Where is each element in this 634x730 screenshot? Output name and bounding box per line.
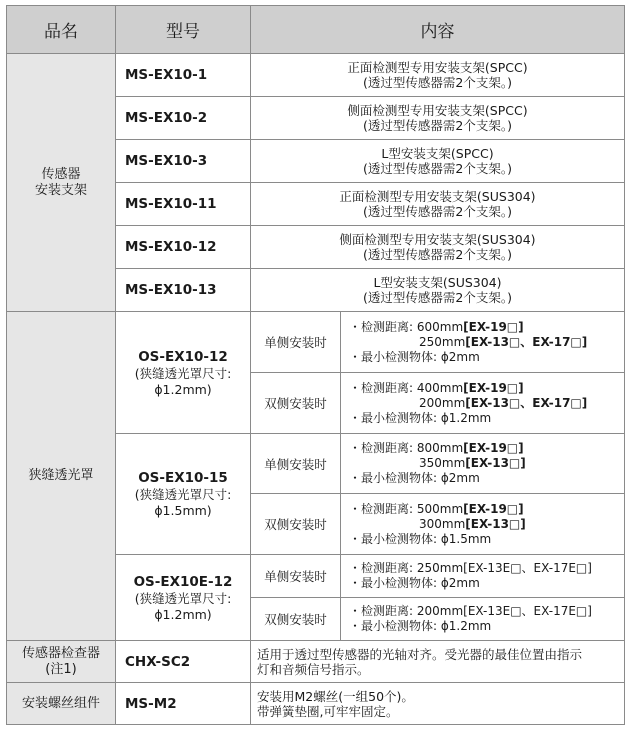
category-sensor-bracket bbox=[7, 54, 116, 312]
category-line: (注1) bbox=[45, 661, 77, 677]
description-cell bbox=[251, 54, 625, 97]
distance-value: 500mm bbox=[416, 501, 464, 516]
detail-line: ・最小检测物体: ϕ2mm bbox=[349, 576, 480, 590]
description-cell bbox=[251, 269, 625, 312]
distance-label: ・检测距离: bbox=[349, 319, 414, 334]
detail-line: ・检测距离: 200mm[EX-13E□、EX-17E□] bbox=[349, 604, 592, 618]
model-cell: MS-EX10-12 bbox=[116, 226, 251, 269]
description-line: L型安装支架(SUS304) bbox=[373, 275, 502, 290]
sensor-model: [EX-13□、EX-17□] bbox=[465, 395, 588, 410]
header-content: 内容 bbox=[251, 6, 625, 54]
description-cell bbox=[251, 97, 625, 140]
description-line: 灯和音频信号指示。 bbox=[257, 661, 370, 677]
table-row bbox=[7, 312, 625, 373]
sensor-model: [EX-13□、EX-17□] bbox=[465, 334, 588, 349]
model-name: OS-EX10-12 bbox=[138, 348, 228, 365]
mount-type: 单侧安装时 bbox=[251, 434, 341, 494]
detail-line: ・最小检测物体: ϕ2mm bbox=[349, 349, 480, 364]
model-note: ϕ1.2mm) bbox=[154, 606, 212, 622]
mount-type: 单侧安装时 bbox=[251, 555, 341, 598]
detail-line bbox=[349, 381, 624, 396]
detail-line bbox=[349, 456, 624, 471]
description-line: 正面检测型专用安装支架(SUS304) bbox=[339, 189, 536, 204]
detection-detail bbox=[341, 555, 625, 598]
model-cell: CHX-SC2 bbox=[116, 641, 251, 683]
model-cell: MS-EX10-2 bbox=[116, 97, 251, 140]
detail-line bbox=[349, 441, 624, 456]
detection-detail bbox=[341, 434, 625, 494]
distance-value: 200mm bbox=[419, 395, 466, 410]
model-cell: MS-EX10-1 bbox=[116, 54, 251, 97]
description-line: (透过型传感器需2个支架。) bbox=[363, 161, 512, 176]
model-name: OS-EX10-15 bbox=[138, 470, 228, 486]
detail-line bbox=[349, 396, 624, 411]
sensor-model: [EX-19□] bbox=[463, 501, 524, 516]
table-header-row bbox=[7, 6, 625, 54]
model-cell: MS-EX10-11 bbox=[116, 183, 251, 226]
sensor-model: [EX-19□] bbox=[463, 441, 524, 455]
description-cell bbox=[251, 183, 625, 226]
distance-label: ・检测距离: bbox=[349, 441, 414, 455]
model-note: ϕ1.5mm) bbox=[154, 503, 212, 518]
distance-label: ・检测距离: bbox=[349, 380, 414, 395]
distance-value: 300mm bbox=[419, 516, 466, 531]
detail-line: ・最小检测物体: ϕ1.5mm bbox=[349, 531, 492, 546]
detail-line bbox=[349, 502, 624, 517]
table-row bbox=[7, 641, 625, 683]
distance-value: 350mm bbox=[419, 456, 466, 470]
detail-line bbox=[349, 335, 624, 350]
description-line: 安装用M2螺丝(一组50个)。 bbox=[257, 688, 414, 704]
description-line: (透过型传感器需2个支架。) bbox=[363, 118, 512, 133]
distance-value: 250mm bbox=[419, 334, 466, 349]
description-cell bbox=[251, 641, 625, 683]
model-cell bbox=[116, 434, 251, 555]
description-line: 适用于透过型传感器的光轴对齐。受光器的最佳位置由指示 bbox=[257, 646, 583, 662]
table-row bbox=[7, 54, 625, 97]
description-line: 侧面检测型专用安装支架(SPCC) bbox=[347, 103, 528, 118]
mount-type: 双侧安装时 bbox=[251, 494, 341, 555]
distance-value: 400mm bbox=[416, 380, 464, 395]
category-line: 安装支架 bbox=[34, 182, 87, 198]
model-cell: MS-EX10-3 bbox=[116, 140, 251, 183]
detection-detail bbox=[341, 312, 625, 373]
sensor-model: [EX-19□] bbox=[463, 380, 524, 395]
header-category: 品名 bbox=[7, 6, 116, 54]
detail-line: ・检测距离: 250mm[EX-13E□、EX-17E□] bbox=[349, 561, 592, 575]
model-cell bbox=[116, 312, 251, 434]
distance-value: 800mm bbox=[416, 441, 464, 455]
description-line: (透过型传感器需2个支架。) bbox=[363, 75, 512, 90]
detail-line bbox=[349, 320, 624, 335]
model-note: (狭缝透光罩尺寸: bbox=[134, 590, 232, 606]
description-cell bbox=[251, 140, 625, 183]
model-cell bbox=[116, 555, 251, 641]
description-line: 正面检测型专用安装支架(SPCC) bbox=[347, 60, 528, 75]
detection-detail bbox=[341, 598, 625, 641]
detail-line: ・最小检测物体: ϕ1.2mm bbox=[349, 619, 492, 633]
sensor-model: [EX-19□] bbox=[463, 319, 524, 334]
model-note: ϕ1.2mm) bbox=[154, 381, 212, 397]
description-line: (透过型传感器需2个支架。) bbox=[363, 247, 512, 262]
detail-line bbox=[349, 517, 624, 532]
category-slit-mask: 狭缝透光罩 bbox=[7, 312, 116, 641]
description-line: (透过型传感器需2个支架。) bbox=[363, 204, 512, 219]
model-note: (狭缝透光罩尺寸: bbox=[134, 365, 232, 381]
table-row bbox=[7, 683, 625, 725]
model-name: OS-EX10E-12 bbox=[133, 573, 233, 590]
description-line: 带弹簧垫圈,可牢牢固定。 bbox=[257, 703, 399, 719]
accessory-spec-table bbox=[6, 5, 625, 725]
sensor-model: [EX-13□] bbox=[465, 456, 526, 470]
mount-type: 双侧安装时 bbox=[251, 598, 341, 641]
distance-value: 600mm bbox=[416, 319, 464, 334]
category-line: 传感器检查器 bbox=[21, 645, 100, 661]
model-note: (狭缝透光罩尺寸: bbox=[134, 487, 232, 502]
distance-label: ・检测距离: bbox=[349, 501, 414, 516]
description-cell bbox=[251, 683, 625, 725]
detail-line: ・最小检测物体: ϕ1.2mm bbox=[349, 410, 492, 425]
mount-type: 单侧安装时 bbox=[251, 312, 341, 373]
detection-detail bbox=[341, 494, 625, 555]
category-mounting-screws: 安装螺丝组件 bbox=[7, 683, 116, 725]
header-model: 型号 bbox=[116, 6, 251, 54]
model-cell: MS-EX10-13 bbox=[116, 269, 251, 312]
sensor-model: [EX-13□] bbox=[465, 516, 526, 531]
description-line: 侧面检测型专用安装支架(SUS304) bbox=[339, 232, 536, 247]
description-cell bbox=[251, 226, 625, 269]
category-line: 传感器 bbox=[41, 166, 81, 182]
detail-line: ・最小检测物体: ϕ2mm bbox=[349, 471, 480, 485]
description-line: L型安装支架(SPCC) bbox=[381, 146, 494, 161]
description-line: (透过型传感器需2个支架。) bbox=[363, 290, 512, 305]
detection-detail bbox=[341, 373, 625, 434]
category-sensor-checker bbox=[7, 641, 116, 683]
mount-type: 双侧安装时 bbox=[251, 373, 341, 434]
model-cell: MS-M2 bbox=[116, 683, 251, 725]
